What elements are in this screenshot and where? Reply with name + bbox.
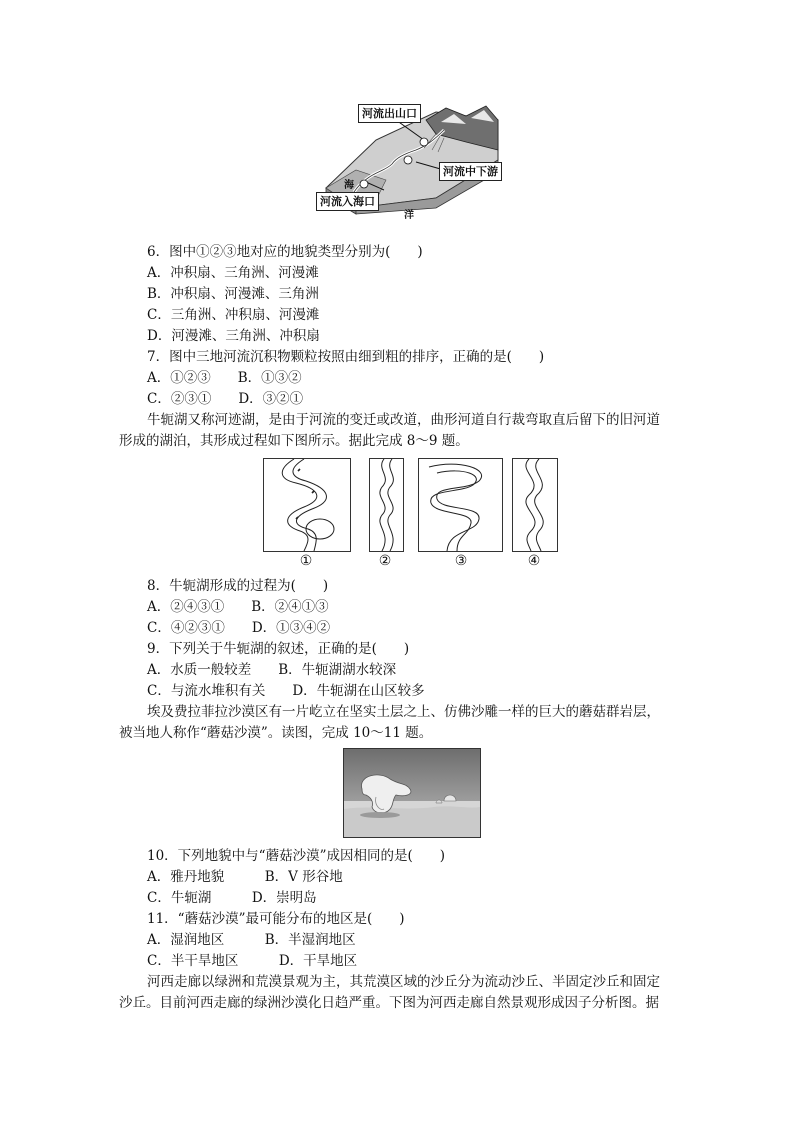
label-ocean: 洋 <box>404 210 414 221</box>
oxbow-panel-1 <box>263 458 351 552</box>
oxbow-panel-4 <box>512 458 558 552</box>
oxbow-panel-label-1: ① <box>299 553 313 569</box>
question-10-stem: 10．下列地貌中与“蘑菇沙漠”成因相同的是( ) <box>147 848 446 864</box>
question-11-stem: 11．“蘑菇沙漠”最可能分布的地区是( ) <box>147 911 405 927</box>
question-6-option-a: A．冲积扇、三角洲、河漫滩 <box>147 265 319 281</box>
oxbow-formation-diagram <box>263 456 563 571</box>
oxbow-panel-label-4: ④ <box>527 553 541 569</box>
question-8-stem: 8．牛轭湖形成的过程为( ) <box>147 578 329 594</box>
question-11-options-cd: C．半干旱地区 D．干旱地区 <box>147 953 358 969</box>
question-9-options-cd: C．与流水堆积有关 D．牛轭湖在山区较多 <box>147 683 425 699</box>
oxbow-panel-label-3: ③ <box>454 553 468 569</box>
river-block-diagram <box>316 100 506 221</box>
oxbow-panel-label-2: ② <box>378 553 392 569</box>
oxbow-panel-3 <box>418 458 503 552</box>
passage-mushroom-line-2: 被当地人称作“蘑菇沙漠”。读图，完成 10～11 题。 <box>119 725 433 741</box>
question-9-options-ab: A．水质一般较差 B．牛轭湖湖水较深 <box>147 662 397 678</box>
question-8-options-cd: C．④②③① D．①③④② <box>147 620 331 636</box>
question-11-options-ab: A．湿润地区 B．半湿润地区 <box>147 932 356 948</box>
question-7-options-cd: C．②③① D．③②① <box>147 391 304 407</box>
question-6-option-c: C．三角洲、冲积扇、河漫滩 <box>147 307 320 323</box>
question-10-options-ab: A．雅丹地貌 B．V 形谷地 <box>147 869 343 885</box>
label-river-mouth: 河流入海口 <box>316 192 379 211</box>
question-10-options-cd: C．牛轭湖 D．崇明岛 <box>147 890 317 906</box>
question-7-stem: 7．图中三地河流沉积物颗粒按照由细到粗的排序，正确的是( ) <box>147 349 545 365</box>
label-river-mid-lower: 河流中下游 <box>439 162 502 181</box>
passage-oxbow-line-2: 形成的湖泊，其形成过程如下图所示。据此完成 8～9 题。 <box>119 433 469 449</box>
oxbow-panel-2 <box>369 458 404 552</box>
question-7-options-ab: A．①②③ B．①③② <box>147 370 302 386</box>
label-river-outlet: 河流出山口 <box>358 104 421 123</box>
passage-oxbow-line-1: 牛轭湖又称河迹湖，是由于河流的变迁或改道，曲形河道自行裁弯取直后留下的旧河道 <box>147 412 660 428</box>
passage-hexi-line-2: 沙丘。目前河西走廊的绿洲沙漠化日趋严重。下图为河西走廊自然景观形成因子分析图。据 <box>119 995 659 1011</box>
question-6-stem: 6．图中①②③地对应的地貌类型分别为( ) <box>147 244 423 260</box>
question-6-option-d: D．河漫滩、三角洲、冲积扇 <box>147 328 320 344</box>
question-6-option-b: B．冲积扇、河漫滩、三角洲 <box>147 286 319 302</box>
label-sea: 海 <box>344 180 354 191</box>
question-9-stem: 9．下列关于牛轭湖的叙述，正确的是( ) <box>147 641 410 657</box>
passage-mushroom-line-1: 埃及费拉菲拉沙漠区有一片屹立在坚实土层之上、仿佛沙雕一样的巨大的蘑菇群岩层， <box>147 704 660 720</box>
mushroom-rock-photo <box>343 748 481 838</box>
question-8-options-ab: A．②④③① B．②④①③ <box>147 599 329 615</box>
passage-hexi-line-1: 河西走廊以绿洲和荒漠景观为主，其荒漠区域的沙丘分为流动沙丘、半固定沙丘和固定 <box>147 974 660 990</box>
